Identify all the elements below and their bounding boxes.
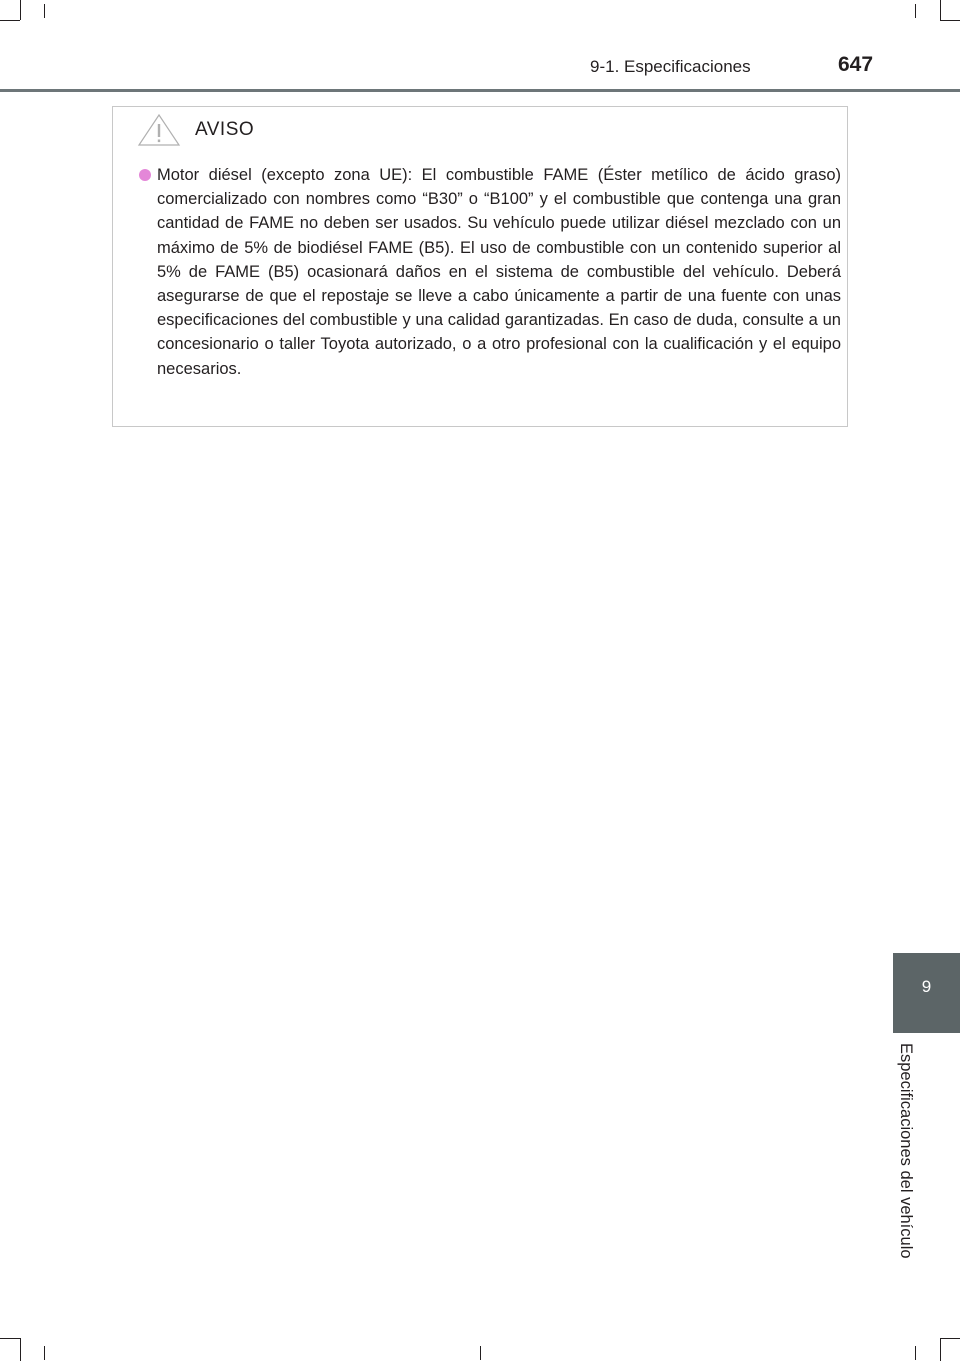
section-heading: 9-1. Especificaciones xyxy=(590,57,751,76)
crop-mark xyxy=(940,20,960,21)
warning-header xyxy=(137,113,254,147)
crop-mark xyxy=(0,20,20,21)
warning-triangle-icon xyxy=(137,113,181,147)
chapter-number: 9 xyxy=(921,977,932,996)
warning-title: AVISO xyxy=(195,119,255,140)
warning-box xyxy=(112,106,848,427)
crop-mark xyxy=(44,4,45,18)
crop-mark xyxy=(940,1338,960,1339)
chapter-label xyxy=(890,1043,936,1277)
crop-mark xyxy=(20,0,21,20)
crop-mark xyxy=(915,4,916,18)
crop-mark xyxy=(915,1346,916,1360)
crop-mark xyxy=(480,1346,481,1360)
chapter-tab xyxy=(893,953,960,1033)
crop-mark xyxy=(940,0,941,20)
crop-mark xyxy=(0,1338,20,1339)
bullet-icon xyxy=(139,169,151,181)
page-number: 647 xyxy=(838,53,874,76)
header-rule xyxy=(0,89,960,92)
crop-mark xyxy=(20,1338,21,1361)
warning-item xyxy=(139,163,841,381)
crop-mark xyxy=(940,1338,941,1361)
warning-text: Motor diésel (excepto zona UE): El combustible FAME (Éster metílico de ácido graso) comercializado con nombres como “B30” o “B100” y el combustible que contenga una gran cantidad de FAME no deben ser usados. Su vehículo puede utilizar diésel mezclado con un máximo de 5% de biodiésel FAME (B5). El uso de combustible con un contenido superior al 5% de FAME (B5) ocasionará daños en el sistema de combustible del vehículo. Deberá asegurarse de que el repostaje se lleve a cabo únicamente a partir de una fuente con unas especificaciones del combustible y una calidad garantizadas. En caso de duda, consulte a un concesionario o taller Toyota autorizado, o a otro profesional con la cualificación y el equipo necesarios. xyxy=(157,166,841,378)
crop-mark xyxy=(44,1346,45,1360)
chapter-title: Especificaciones del vehículo xyxy=(897,1043,915,1259)
